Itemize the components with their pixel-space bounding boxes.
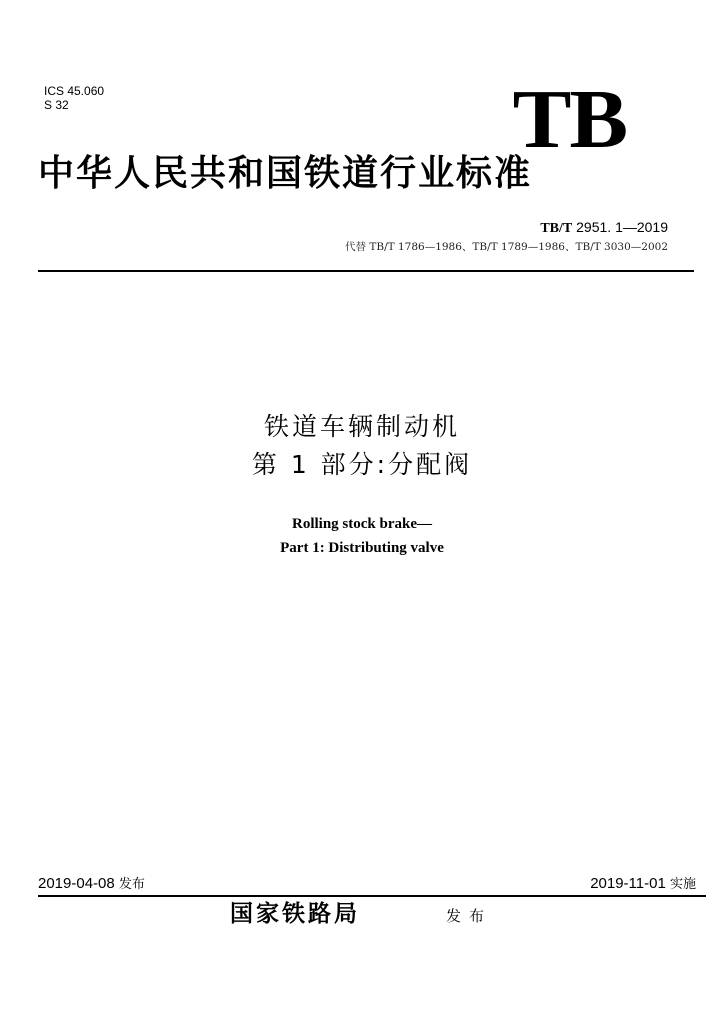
implement-date-value: 2019-11-01 xyxy=(590,875,666,892)
classification-codes xyxy=(44,84,104,112)
document-title-en-line1: Rolling stock brake— xyxy=(291,516,432,532)
standard-number xyxy=(540,218,668,238)
implement-date xyxy=(590,874,696,895)
bottom-divider xyxy=(38,895,706,897)
ccs-code: S 32 xyxy=(44,98,69,112)
replaces-note: 代替 TB/T 1786—1986、TB/T 1789—1986、TB/T 3030—2002 xyxy=(345,241,668,253)
document-title-en-line2: Part 1: Distributing valve xyxy=(280,540,444,556)
top-divider xyxy=(38,270,694,272)
standard-category-title: 中华人民共和国铁道行业标准 xyxy=(38,152,533,194)
publish-date-label: 发布 xyxy=(118,877,145,892)
standard-code: 2951. 1—2019 xyxy=(576,219,668,235)
publish-date-value: 2019-04-08 xyxy=(38,875,115,892)
issuing-authority: 国家铁路局 xyxy=(230,900,360,927)
issue-label: 发布 xyxy=(446,907,493,925)
implement-date-label: 实施 xyxy=(669,877,696,892)
document-title-cn-line1: 铁道车辆制动机 xyxy=(263,412,460,441)
document-title-cn-line2: 第 1 部分:分配阀 xyxy=(251,450,473,479)
ics-code: ICS 45.060 xyxy=(44,84,105,98)
tb-logo: TB xyxy=(512,73,626,166)
publish-date xyxy=(38,874,145,895)
standard-prefix: TB/T xyxy=(540,221,573,236)
